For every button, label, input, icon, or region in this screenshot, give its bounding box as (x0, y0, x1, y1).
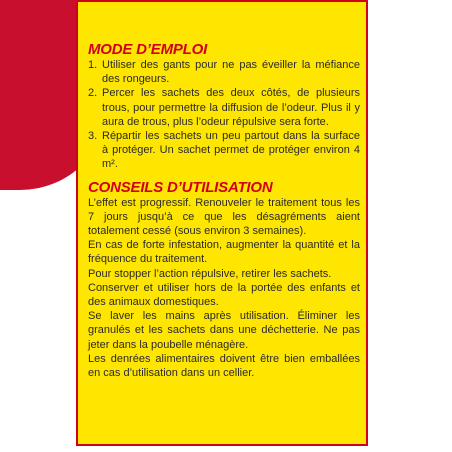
conseil-paragraph: Pour stopper l’action répulsive, retirer les sachets. (88, 267, 332, 280)
step-text: Utiliser des gants pour ne pas éveiller la méfiance des rongeurs. (102, 59, 360, 86)
step-text: Percer les sachets des deux côtés, de plusieurs trous, pour permettre la diffusion de l’odeur. Plus il y aura de trous, plus l’odeur répulsive sera forte. (102, 87, 360, 128)
conseils-heading: CONSEILS D’UTILISATION (88, 178, 273, 196)
instructions-panel (76, 0, 368, 446)
mode-emploi-heading: MODE D’EMPLOI (88, 41, 208, 58)
step-item (88, 86, 360, 129)
step-number: 2. (88, 87, 98, 100)
instructions-content (88, 42, 360, 380)
conseil-paragraph: Les denrées alimentaires doivent être bien emballées en cas d’utilisation dans un cellier. (88, 352, 360, 380)
step-item (88, 129, 360, 172)
step-number: 1. (88, 59, 98, 71)
step-number: 3. (88, 130, 98, 143)
step-text: Répartir les sachets un peu partout dans la surface à protéger. Un sachet permet de protéger environ 4 m². (102, 130, 360, 171)
step-item (88, 58, 360, 86)
conseil-paragraph: Conserver et utiliser hors de la portée des enfants et des animaux domestiques. (88, 281, 360, 309)
conseil-paragraph: Se laver les mains après utilisation. Éliminer les granulés et les sachets dans une déchetterie. Ne pas jeter dans la poubelle ménagère. (88, 310, 360, 351)
conseil-paragraph: L’effet est progressif. Renouveler le traitement tous les 7 jours jusqu’à ce que les désagréments aient totalement cessé (sous environ 3 semaines). (88, 196, 360, 238)
conseil-paragraph: En cas de forte infestation, augmenter la quantité et la fréquence du traitement. (88, 239, 360, 266)
mode-emploi-steps (88, 58, 360, 172)
